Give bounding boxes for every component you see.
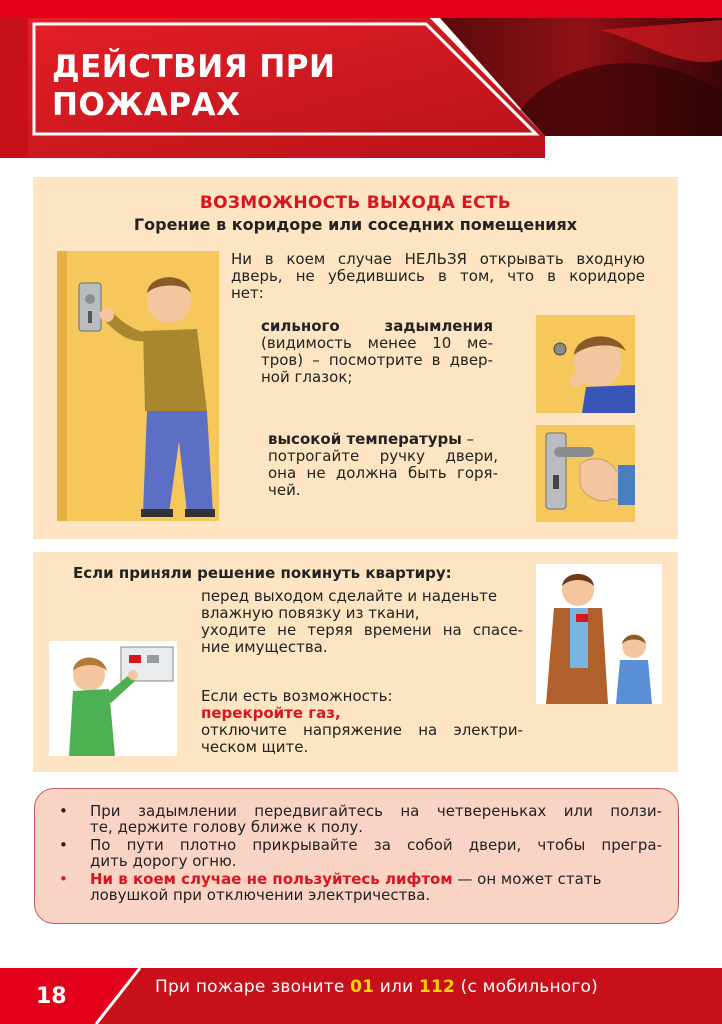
heat-line-4: чей. — [268, 481, 301, 499]
title-line-2: ПОЖАРАХ — [52, 87, 241, 123]
footer-text-after: (с мобильного) — [455, 977, 598, 997]
page-number: 18 — [36, 984, 67, 1009]
bullet: • — [59, 870, 68, 888]
door-handle-icon — [536, 425, 635, 522]
heat-heading-dash: – — [461, 430, 475, 448]
emergency-call-text — [155, 977, 598, 997]
bullet: • — [59, 836, 68, 854]
peephole-icon — [536, 315, 635, 413]
exit-possible-panel — [33, 177, 678, 539]
possible-line-1: Если есть возможность: — [201, 687, 393, 705]
footer-text-before: При пожаре звоните — [155, 977, 351, 997]
warning-2-line-1: По пути плотно прикрывайте за собой двери, чтобы прегра- — [90, 836, 662, 854]
heat-heading-bold: высокой температуры — [268, 430, 462, 448]
electric-panel-illustration — [49, 641, 177, 756]
leave-apartment-panel — [33, 552, 678, 772]
elevator-warning: Ни в коем случае не пользуйтесь лифтом — [90, 870, 453, 888]
turn-off-gas: перекройте газ, — [201, 704, 341, 722]
leave-line-4: ние имущества. — [201, 638, 328, 656]
warning-3-line-1 — [90, 871, 662, 887]
warning-1-line-1: При задымлении передвигайтесь на четвереньках или ползи- — [90, 802, 662, 820]
emergency-number-01: 01 — [350, 977, 375, 997]
heat-heading — [268, 431, 498, 448]
heat-line-3: она не должна быть горя- — [268, 464, 498, 482]
leave-title: Если приняли решение покинуть квартиру: — [73, 564, 452, 582]
smoke-heading: сильного задымления — [261, 317, 493, 335]
warnings-box — [34, 788, 679, 924]
leave-line-2: влажную повязку из ткани, — [201, 604, 420, 622]
smoke-line-4: ной глазок; — [261, 368, 353, 386]
smoke-line-2: (видимость менее 10 ме- — [261, 334, 493, 352]
door-handle-illustration — [536, 425, 635, 522]
father-and-son-illustration — [536, 564, 662, 704]
leave-line-3: уходите не теряя времени на спасе- — [201, 621, 523, 639]
intro-line-3: нет: — [231, 284, 264, 302]
bullet: • — [59, 802, 68, 820]
warning-3-line-2: ловушкой при отключении электричества. — [90, 886, 431, 904]
footer-text-mid: или — [374, 977, 419, 997]
father-son-icon — [536, 564, 662, 704]
peephole-illustration — [536, 315, 635, 413]
boy-at-door-illustration — [57, 251, 219, 521]
warning-2-line-2: дить дорогу огню. — [90, 852, 237, 870]
electric-panel-icon — [49, 641, 177, 756]
smoke-line-3: тров) – посмотрите в двер- — [261, 351, 493, 369]
heat-line-2: потрогайте ручку двери, — [268, 447, 498, 465]
possible-line-3: отключите напряжение на электри- — [201, 721, 523, 739]
section-subtitle: Горение в коридоре или соседних помещениях — [133, 215, 578, 234]
warning-1-line-2: те, держите голову ближе к полу. — [90, 818, 364, 836]
section-title: ВОЗМОЖНОСТЬ ВЫХОДА ЕСТЬ — [199, 193, 512, 213]
possible-line-4: ческом щите. — [201, 738, 309, 756]
emergency-number-112: 112 — [418, 977, 456, 997]
leave-line-1: перед выходом сделайте и наденьте — [201, 587, 498, 605]
page-title — [52, 48, 432, 124]
boy-at-door-icon — [57, 251, 219, 521]
intro-line-2: дверь, не убедившись в том, что в коридоре — [231, 267, 645, 285]
title-line-1: ДЕЙСТВИЯ ПРИ — [52, 49, 336, 85]
elevator-warning-rest: — он может стать — [452, 870, 602, 888]
intro-line-1: Ни в коем случае НЕЛЬЗЯ открывать входную — [231, 250, 645, 268]
